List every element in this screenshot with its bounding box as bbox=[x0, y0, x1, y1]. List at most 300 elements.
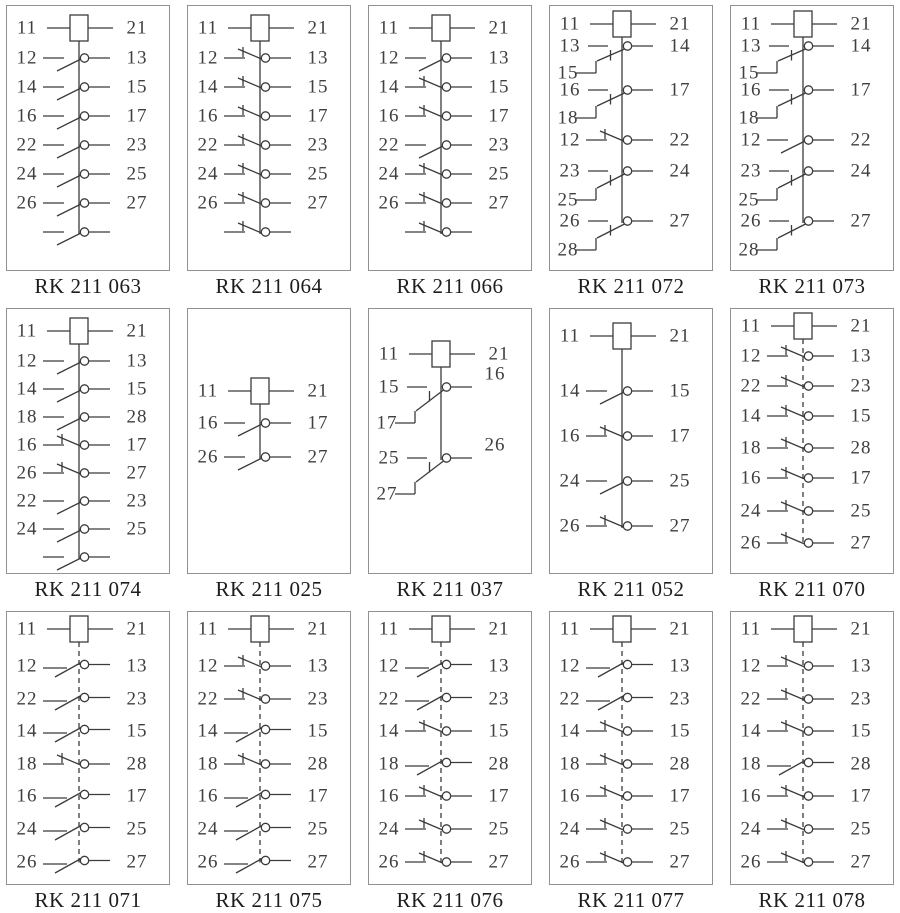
contact-pivot-circle bbox=[442, 199, 450, 207]
relay-model-label: RK 211 025 bbox=[215, 577, 323, 601]
relay-model-label: RK 211 063 bbox=[34, 274, 142, 298]
contact-pivot-circle bbox=[623, 217, 631, 225]
terminal-label-left: 18 bbox=[740, 437, 762, 459]
contact-pivot-circle bbox=[623, 477, 631, 485]
terminal-label-common: 15 bbox=[557, 62, 579, 84]
terminal-label-right: 27 bbox=[307, 851, 329, 873]
terminal-label-right: 15 bbox=[669, 720, 691, 742]
relay-schematic bbox=[368, 611, 532, 885]
terminal-label-right: 16 bbox=[484, 363, 506, 385]
terminal-label-left: 13 bbox=[740, 35, 762, 57]
coil-symbol bbox=[794, 11, 812, 37]
terminal-label-left: 26 bbox=[378, 851, 400, 873]
terminal-label-right: 17 bbox=[488, 105, 510, 127]
contact-pivot-circle bbox=[80, 856, 88, 864]
contact-normally-open bbox=[17, 491, 148, 515]
terminal-label-right: 13 bbox=[669, 655, 691, 677]
contact-normally-closed bbox=[379, 76, 510, 98]
coil-row bbox=[17, 15, 148, 41]
contact-normally-closed bbox=[741, 851, 872, 873]
terminal-label-right: 13 bbox=[126, 350, 148, 372]
terminal-label-right: 23 bbox=[850, 688, 872, 710]
terminal-label-right: 14 bbox=[850, 35, 872, 57]
terminal-label-left: 11 bbox=[16, 320, 38, 342]
contact-pivot-circle bbox=[261, 695, 269, 703]
terminal-label-left: 14 bbox=[740, 720, 762, 742]
relay-schematic bbox=[6, 308, 170, 574]
terminal-label-right: 17 bbox=[126, 434, 148, 456]
coil-symbol bbox=[70, 616, 88, 642]
terminal-label-left: 11 bbox=[378, 343, 400, 365]
terminal-label-right: 21 bbox=[126, 320, 148, 342]
contact-blade bbox=[417, 695, 444, 710]
contact-pivot-circle bbox=[804, 382, 812, 390]
terminal-label-right: 23 bbox=[126, 688, 148, 710]
contact-normally-closed bbox=[379, 785, 510, 807]
terminal-label-left: 12 bbox=[16, 655, 38, 677]
contact-normally-open bbox=[560, 471, 691, 495]
terminal-label-right: 27 bbox=[850, 532, 872, 554]
coil-row bbox=[198, 378, 329, 404]
contact-blade bbox=[55, 695, 82, 710]
contact-normally-closed bbox=[224, 221, 291, 236]
terminal-label-left: 14 bbox=[559, 720, 581, 742]
contact-pivot-circle bbox=[80, 823, 88, 831]
contact-normally-closed bbox=[741, 345, 872, 367]
terminal-label-left: 22 bbox=[16, 490, 38, 512]
contact-pivot-circle bbox=[80, 228, 88, 236]
contact-normally-closed bbox=[379, 818, 510, 840]
terminal-label-left: 18 bbox=[559, 753, 581, 775]
terminal-label-left: 22 bbox=[378, 134, 400, 156]
contact-pivot-circle bbox=[261, 54, 269, 62]
contact-normally-closed bbox=[198, 163, 329, 185]
contact-pivot-circle bbox=[623, 825, 631, 833]
contact-normally-closed bbox=[560, 515, 691, 537]
contact-normally-closed bbox=[17, 462, 148, 484]
terminal-label-left: 23 bbox=[559, 160, 581, 182]
terminal-label-left: 12 bbox=[740, 129, 762, 151]
contact-blade bbox=[55, 792, 82, 807]
relay-diagram-cell bbox=[550, 611, 712, 913]
coil-symbol bbox=[251, 616, 269, 642]
coil-symbol bbox=[432, 15, 450, 41]
contact-pivot-circle bbox=[804, 858, 812, 866]
terminal-label-right: 15 bbox=[488, 720, 510, 742]
relay-model-label: RK 211 071 bbox=[34, 888, 142, 912]
contact-pivot-circle bbox=[623, 660, 631, 668]
changeover-contact bbox=[558, 36, 691, 84]
contact-pivot-circle bbox=[80, 357, 88, 365]
coil-row bbox=[560, 323, 691, 349]
contact-pivot-circle bbox=[623, 858, 631, 866]
terminal-label-right: 27 bbox=[669, 515, 691, 537]
contact-pivot-circle bbox=[804, 792, 812, 800]
terminal-label-left: 11 bbox=[740, 315, 762, 337]
terminal-label-common: 28 bbox=[557, 239, 579, 261]
relay-model-label: RK 211 066 bbox=[396, 274, 504, 298]
changeover-contact bbox=[739, 161, 872, 211]
coil-row bbox=[17, 318, 148, 344]
terminal-label-left: 26 bbox=[197, 851, 219, 873]
contact-normally-closed bbox=[560, 129, 691, 151]
changeover-contact bbox=[558, 80, 691, 129]
contact-pivot-circle bbox=[623, 522, 631, 530]
contact-normally-closed bbox=[379, 105, 510, 127]
contact-pivot-circle bbox=[804, 42, 812, 50]
contact-pivot-circle bbox=[261, 141, 269, 149]
relay-diagram-cell bbox=[369, 5, 531, 299]
terminal-label-common: 18 bbox=[738, 107, 760, 129]
contact-pivot-circle bbox=[261, 419, 269, 427]
terminal-label-left: 26 bbox=[740, 210, 762, 232]
terminal-label-left: 11 bbox=[16, 618, 38, 640]
terminal-label-left: 16 bbox=[16, 434, 38, 456]
relay-diagram-cell bbox=[188, 5, 350, 299]
terminal-label-right: 21 bbox=[307, 618, 329, 640]
relay-schematic bbox=[730, 5, 894, 271]
contact-normally-open bbox=[17, 519, 148, 543]
relay-schematic bbox=[187, 5, 351, 271]
contact-pivot-circle bbox=[261, 112, 269, 120]
contact-pivot-circle bbox=[804, 352, 812, 360]
terminal-label-right: 23 bbox=[307, 688, 329, 710]
terminal-label-right: 23 bbox=[126, 490, 148, 512]
contact-pivot-circle bbox=[261, 823, 269, 831]
coil-symbol bbox=[251, 378, 269, 404]
terminal-label-left: 14 bbox=[559, 380, 581, 402]
contact-pivot-circle bbox=[442, 792, 450, 800]
terminal-label-left: 13 bbox=[559, 35, 581, 57]
coil-row bbox=[560, 11, 691, 37]
terminal-label-right: 25 bbox=[488, 818, 510, 840]
contact-normally-open bbox=[17, 135, 148, 159]
terminal-label-left: 26 bbox=[740, 851, 762, 873]
relay-model-label: RK 211 075 bbox=[215, 888, 323, 912]
terminal-label-left: 16 bbox=[197, 105, 219, 127]
terminal-label-right: 21 bbox=[126, 618, 148, 640]
contact-normally-closed bbox=[741, 532, 872, 554]
coil-row bbox=[741, 616, 872, 642]
contact-normally-closed bbox=[198, 688, 329, 710]
terminal-label-right: 21 bbox=[850, 315, 872, 337]
contact-normally-open bbox=[17, 351, 148, 375]
relay-schematic bbox=[730, 308, 894, 574]
contact-blade bbox=[598, 695, 625, 710]
contact-pivot-circle bbox=[623, 167, 631, 175]
terminal-label-left: 16 bbox=[740, 785, 762, 807]
contact-pivot-circle bbox=[804, 474, 812, 482]
contact-blade bbox=[779, 760, 806, 775]
contact-normally-open bbox=[741, 130, 872, 154]
contact-normally-open bbox=[17, 48, 148, 72]
relay-diagram-cell bbox=[369, 611, 531, 913]
relay-diagram-cell bbox=[188, 611, 350, 913]
terminal-label-left: 11 bbox=[197, 17, 219, 39]
contact-pivot-circle bbox=[80, 199, 88, 207]
contact-blade-crossed bbox=[560, 656, 691, 678]
contact-blade-crossed bbox=[17, 689, 148, 711]
terminal-label-right: 27 bbox=[126, 192, 148, 214]
contact-normally-closed bbox=[198, 76, 329, 98]
contact-normally-open bbox=[17, 379, 148, 403]
contact-pivot-circle bbox=[80, 693, 88, 701]
contact-blade bbox=[600, 482, 624, 494]
contact-pivot-circle bbox=[442, 54, 450, 62]
contact-pivot-circle bbox=[804, 217, 812, 225]
terminal-label-right: 15 bbox=[669, 380, 691, 402]
terminal-label-left: 16 bbox=[740, 467, 762, 489]
terminal-label-left: 22 bbox=[559, 688, 581, 710]
relay-schematic bbox=[187, 308, 351, 574]
relay-schematic bbox=[187, 611, 351, 885]
terminal-label-left: 12 bbox=[197, 47, 219, 69]
terminal-label-right: 23 bbox=[307, 134, 329, 156]
relay-model-label: RK 211 077 bbox=[577, 888, 685, 912]
contact-blade bbox=[236, 858, 263, 873]
terminal-label-left: 26 bbox=[740, 532, 762, 554]
contact-normally-closed bbox=[17, 434, 148, 456]
terminal-label-left: 18 bbox=[740, 753, 762, 775]
contact-pivot-circle bbox=[80, 725, 88, 733]
contact-pivot-circle bbox=[261, 790, 269, 798]
contact-normally-closed bbox=[198, 655, 329, 677]
contact-blade-crossed bbox=[17, 656, 148, 678]
terminal-label-left: 11 bbox=[559, 13, 581, 35]
contact-normally-closed bbox=[741, 785, 872, 807]
terminal-label-right: 28 bbox=[126, 406, 148, 428]
contact-pivot-circle bbox=[442, 112, 450, 120]
contact-normally-open bbox=[198, 413, 329, 437]
terminal-label-right: 27 bbox=[669, 210, 691, 232]
terminal-label-left: 26 bbox=[16, 851, 38, 873]
contact-pivot-circle bbox=[623, 432, 631, 440]
terminal-label-right: 21 bbox=[850, 13, 872, 35]
contact-normally-closed bbox=[741, 818, 872, 840]
relay-diagram-cell bbox=[7, 5, 169, 299]
contact-pivot-circle bbox=[80, 760, 88, 768]
terminal-label-right: 13 bbox=[850, 345, 872, 367]
coil-symbol bbox=[70, 318, 88, 344]
contact-normally-closed bbox=[560, 720, 691, 742]
terminal-label-right: 23 bbox=[488, 688, 510, 710]
terminal-label-left: 24 bbox=[559, 470, 581, 492]
terminal-label-left: 16 bbox=[16, 105, 38, 127]
terminal-label-left: 18 bbox=[16, 406, 38, 428]
terminal-label-left: 18 bbox=[197, 753, 219, 775]
contact-pivot-circle bbox=[442, 383, 450, 391]
relay-model-label: RK 211 072 bbox=[577, 274, 685, 298]
coil-symbol bbox=[251, 15, 269, 41]
contact-pivot-circle bbox=[80, 112, 88, 120]
coil-row bbox=[17, 616, 148, 642]
contact-pivot-circle bbox=[442, 83, 450, 91]
terminal-label-right: 17 bbox=[307, 785, 329, 807]
contact-normally-closed bbox=[379, 192, 510, 214]
coil-row bbox=[560, 616, 691, 642]
contact-normally-closed bbox=[560, 425, 691, 447]
terminal-label-left: 14 bbox=[197, 720, 219, 742]
contact-blade bbox=[57, 146, 81, 158]
contact-pivot-circle bbox=[442, 858, 450, 866]
contact-normally-closed bbox=[560, 851, 691, 873]
terminal-label-left: 15 bbox=[378, 376, 400, 398]
contact-pivot-circle bbox=[261, 228, 269, 236]
contact-blade bbox=[55, 825, 82, 840]
contact-pivot-circle bbox=[80, 441, 88, 449]
contact-blade-crossed bbox=[17, 819, 148, 841]
terminal-label-right: 21 bbox=[669, 13, 691, 35]
coil-row bbox=[198, 616, 329, 642]
terminal-label-right: 28 bbox=[850, 753, 872, 775]
contact-blade bbox=[600, 392, 624, 404]
terminal-label-right: 17 bbox=[669, 785, 691, 807]
terminal-label-left: 18 bbox=[16, 753, 38, 775]
contact-normally-closed bbox=[405, 221, 472, 236]
terminal-label-left: 14 bbox=[378, 720, 400, 742]
contact-blade bbox=[419, 146, 443, 158]
contact-blade-crossed bbox=[379, 689, 510, 711]
terminal-label-right: 15 bbox=[307, 720, 329, 742]
terminal-label-left: 24 bbox=[197, 818, 219, 840]
terminal-label-right: 17 bbox=[669, 79, 691, 101]
changeover-contact bbox=[739, 36, 872, 84]
contact-pivot-circle bbox=[804, 136, 812, 144]
contact-pivot-circle bbox=[80, 660, 88, 668]
terminal-label-right: 21 bbox=[488, 618, 510, 640]
contact-pivot-circle bbox=[623, 136, 631, 144]
contact-normally-closed bbox=[198, 134, 329, 156]
relay-model-label: RK 211 073 bbox=[758, 274, 866, 298]
terminal-label-right: 21 bbox=[669, 618, 691, 640]
terminal-label-left: 11 bbox=[740, 13, 762, 35]
coil-row bbox=[379, 616, 510, 642]
terminal-label-right: 25 bbox=[307, 163, 329, 185]
terminal-label-right: 25 bbox=[488, 163, 510, 185]
contact-normally-closed bbox=[198, 753, 329, 775]
contact-pivot-circle bbox=[80, 553, 88, 561]
terminal-label-right: 28 bbox=[488, 753, 510, 775]
contact-blade bbox=[57, 418, 81, 430]
contact-normally-closed bbox=[741, 467, 872, 489]
terminal-label-right: 13 bbox=[126, 655, 148, 677]
terminal-label-common: 25 bbox=[557, 189, 579, 211]
terminal-label-right: 21 bbox=[307, 17, 329, 39]
contact-blade bbox=[57, 362, 81, 374]
terminal-label-right: 27 bbox=[850, 851, 872, 873]
terminal-label-left: 26 bbox=[197, 446, 219, 468]
contact-normally-closed bbox=[560, 785, 691, 807]
terminal-label-right: 25 bbox=[126, 518, 148, 540]
contact-pivot-circle bbox=[261, 199, 269, 207]
terminal-label-left: 14 bbox=[197, 76, 219, 98]
terminal-label-left: 16 bbox=[378, 785, 400, 807]
terminal-label-right: 17 bbox=[850, 785, 872, 807]
relay-model-label: RK 211 074 bbox=[34, 577, 142, 601]
terminal-label-left: 12 bbox=[559, 655, 581, 677]
contact-pivot-circle bbox=[80, 170, 88, 178]
contact-normally-closed bbox=[198, 192, 329, 214]
coil-row bbox=[741, 313, 872, 339]
relay-diagram-cell bbox=[7, 611, 169, 913]
relay-diagram-cell bbox=[731, 308, 893, 602]
contact-blade bbox=[781, 141, 805, 153]
contact-pivot-circle bbox=[442, 758, 450, 766]
terminal-label-left: 24 bbox=[378, 818, 400, 840]
terminal-label-right: 27 bbox=[307, 446, 329, 468]
contact-pivot-circle bbox=[442, 825, 450, 833]
terminal-label-right: 13 bbox=[126, 47, 148, 69]
terminal-label-right: 25 bbox=[850, 500, 872, 522]
contact-normally-closed bbox=[741, 405, 872, 427]
contact-normally-open bbox=[560, 381, 691, 405]
contact-normally-closed bbox=[741, 500, 872, 522]
terminal-label-left: 16 bbox=[559, 425, 581, 447]
contact-blade bbox=[57, 233, 81, 245]
terminal-label-right: 22 bbox=[669, 129, 691, 151]
terminal-label-right: 21 bbox=[488, 343, 510, 365]
terminal-label-left: 26 bbox=[197, 192, 219, 214]
terminal-label-right: 13 bbox=[488, 655, 510, 677]
contact-normally-closed bbox=[17, 753, 148, 775]
contact-pivot-circle bbox=[80, 141, 88, 149]
terminal-label-left: 24 bbox=[559, 818, 581, 840]
relay-schematic bbox=[549, 308, 713, 574]
terminal-label-left: 14 bbox=[16, 720, 38, 742]
terminal-label-left: 24 bbox=[16, 163, 38, 185]
terminal-label-left: 26 bbox=[559, 851, 581, 873]
terminal-label-right: 23 bbox=[669, 688, 691, 710]
contact-normally-open bbox=[379, 135, 510, 159]
contact-normally-closed bbox=[741, 655, 872, 677]
coil-symbol bbox=[794, 313, 812, 339]
contact-blade bbox=[57, 530, 81, 542]
terminal-label-right: 15 bbox=[307, 76, 329, 98]
contact-blade-crossed bbox=[17, 786, 148, 808]
terminal-label-right: 13 bbox=[307, 47, 329, 69]
contact-normally-closed bbox=[198, 105, 329, 127]
contact-normally-closed bbox=[741, 375, 872, 397]
contact-pivot-circle bbox=[261, 760, 269, 768]
contact-pivot-circle bbox=[80, 413, 88, 421]
contact-blade bbox=[417, 662, 444, 677]
relay-schematic bbox=[6, 5, 170, 271]
contact-pivot-circle bbox=[80, 469, 88, 477]
terminal-label-right: 28 bbox=[669, 753, 691, 775]
terminal-label-left: 16 bbox=[559, 785, 581, 807]
contact-blade bbox=[57, 59, 81, 71]
contact-pivot-circle bbox=[261, 725, 269, 733]
terminal-label-left: 16 bbox=[16, 785, 38, 807]
terminal-label-right: 17 bbox=[850, 467, 872, 489]
terminal-label-left: 22 bbox=[197, 688, 219, 710]
terminal-label-right: 22 bbox=[850, 129, 872, 151]
contact-pivot-circle bbox=[442, 693, 450, 701]
contact-pivot-circle bbox=[623, 42, 631, 50]
terminal-label-left: 11 bbox=[378, 17, 400, 39]
terminal-label-right: 15 bbox=[126, 720, 148, 742]
terminal-label-left: 26 bbox=[559, 210, 581, 232]
terminal-label-left: 11 bbox=[559, 618, 581, 640]
terminal-label-right: 25 bbox=[307, 818, 329, 840]
contact-blade bbox=[417, 760, 444, 775]
terminal-label-left: 16 bbox=[378, 105, 400, 127]
contact-blade bbox=[238, 458, 262, 470]
terminal-label-left: 22 bbox=[378, 688, 400, 710]
terminal-label-left: 16 bbox=[740, 79, 762, 101]
contact-pivot-circle bbox=[261, 83, 269, 91]
contact-normally-closed bbox=[741, 437, 872, 459]
